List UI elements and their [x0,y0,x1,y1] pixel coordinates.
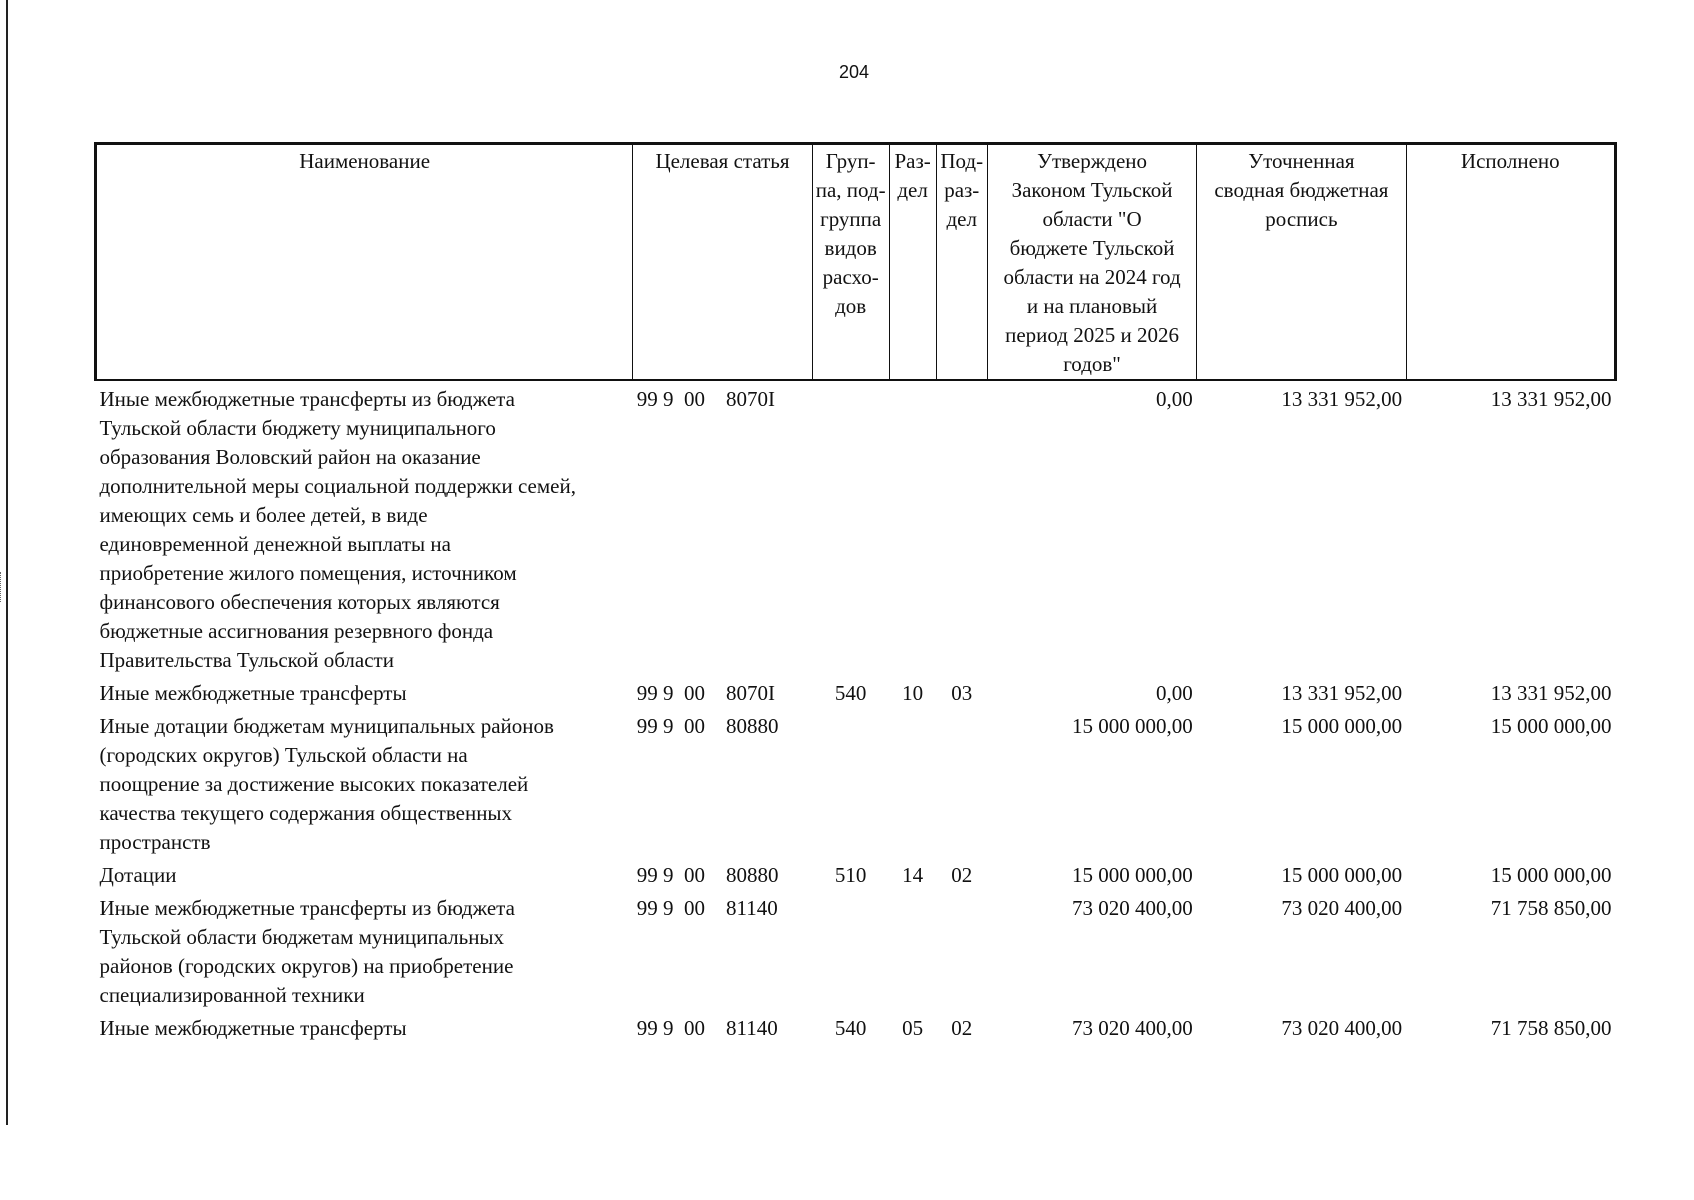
row-target-article: 99 9 00 8070I [636,681,776,705]
row-subsection [936,708,987,857]
left-margin-rule [6,0,8,1125]
row-approved: 15 000 000,00 [1071,863,1193,887]
table-row [96,675,1616,708]
header-refined-schedule: Уточненная сводная бюджетная роспись [1197,144,1406,381]
row-executed: 71 758 850,00 [1490,896,1612,920]
header-executed: Исполнено [1406,144,1615,381]
row-section [889,890,936,1010]
row-section [889,708,936,857]
row-approved: 15 000 000,00 [1071,714,1193,738]
row-expense-group: 510 [834,863,867,887]
scan-edge-mark [0,572,3,602]
row-approved: 0,00 [1155,681,1193,705]
row-expense-group: 540 [834,681,867,705]
row-expense-group: 540 [834,1016,867,1040]
row-name: Иные дотации бюджетам муниципальных районов (городских округов) Тульской области на поощрение за достижение высоких показателей качества текущего содержания общественных пространств [99,714,554,854]
row-section: 10 [902,681,924,705]
row-refined: 13 331 952,00 [1281,681,1403,705]
row-approved: 0,00 [1155,387,1193,411]
row-refined: 73 020 400,00 [1281,1016,1403,1040]
header-subsection: Под- раз- дел [936,144,987,381]
row-name: Иные межбюджетные трансферты из бюджета Тульской области бюджету муниципального образования Воловский район на оказание дополнительной меры социальной поддержки семей, имеющих семь и более детей, в виде единовременной денежной выплаты на приобретение жилого помещения, источником финансового обеспечения которых являются бюджетные ассигнования резервного фонда Правительства Тульской области [99,387,576,672]
header-section: Раз- дел [889,144,936,381]
table-body [96,380,1616,1043]
row-name: Иные межбюджетные трансферты [99,1016,407,1040]
row-section: 05 [902,1016,924,1040]
row-executed: 15 000 000,00 [1490,863,1612,887]
header-name: Наименование [96,144,633,381]
row-section [889,380,936,675]
row-target-article: 99 9 00 8070I [636,387,776,411]
row-refined: 15 000 000,00 [1281,714,1403,738]
row-subsection: 03 [951,681,973,705]
row-subsection [936,890,987,1010]
row-target-article: 99 9 00 80880 [636,714,779,738]
row-subsection: 02 [951,1016,973,1040]
row-name: Иные межбюджетные трансферты из бюджета Тульской области бюджетам муниципальных районов (городских округов) на приобретение специализированной техники [99,896,515,1007]
row-executed: 13 331 952,00 [1490,387,1612,411]
row-executed: 71 758 850,00 [1490,1016,1612,1040]
row-expense-group [812,890,889,1010]
row-executed: 13 331 952,00 [1490,681,1612,705]
table-row [96,890,1616,1010]
row-name: Дотации [99,863,177,887]
row-executed: 15 000 000,00 [1490,714,1612,738]
row-subsection [936,380,987,675]
page-number: 204 [838,62,870,82]
row-refined: 15 000 000,00 [1281,863,1403,887]
row-target-article: 99 9 00 81140 [636,1016,778,1040]
row-approved: 73 020 400,00 [1071,1016,1193,1040]
row-target-article: 99 9 00 80880 [636,863,779,887]
header-target-article: Целевая статья [633,144,812,381]
header-approved: Утверждено Законом Тульской области "О бюджете Тульской области на 2024 год и на плановый период 2025 и 2026 годов" [987,144,1196,381]
row-name: Иные межбюджетные трансферты [99,681,407,705]
table-header [96,144,1616,381]
table-row [96,708,1616,857]
budget-table [94,142,1617,1043]
row-refined: 13 331 952,00 [1281,387,1403,411]
table-row [96,857,1616,890]
row-expense-group [812,708,889,857]
row-refined: 73 020 400,00 [1281,896,1403,920]
table-row [96,380,1616,675]
row-expense-group [812,380,889,675]
table-row [96,1010,1616,1043]
row-subsection: 02 [951,863,973,887]
row-target-article: 99 9 00 81140 [636,896,778,920]
header-expense-group: Груп- па, под- группа видов расхо- дов [812,144,889,381]
row-approved: 73 020 400,00 [1071,896,1193,920]
row-section: 14 [902,863,924,887]
